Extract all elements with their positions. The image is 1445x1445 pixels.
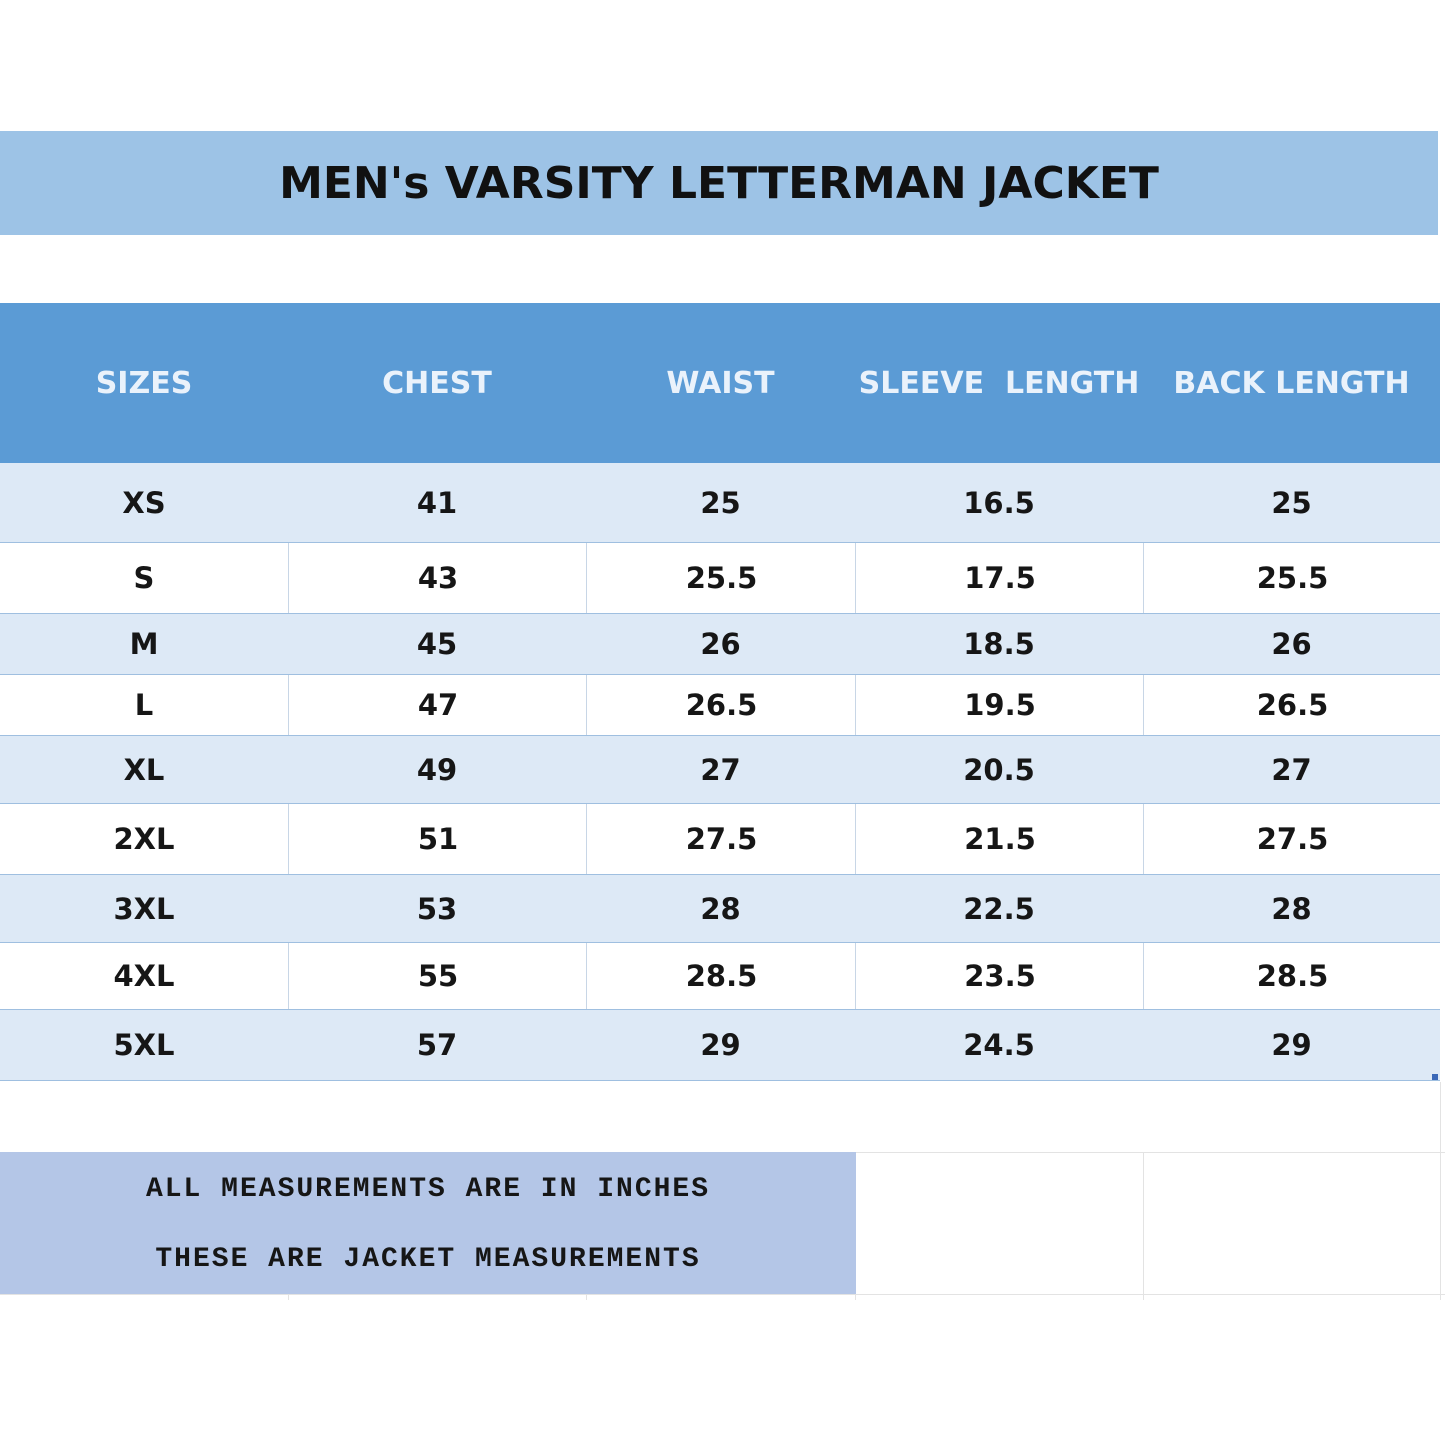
table-row xyxy=(0,614,1440,675)
table-row xyxy=(0,543,1440,614)
table-row xyxy=(0,943,1440,1010)
header-sleeve-length: SLEEVE LENGTH xyxy=(858,365,1140,401)
table-row xyxy=(0,875,1440,943)
cell-sleeve-length: 17.5 xyxy=(855,543,1144,613)
cell-size: 5XL xyxy=(113,1028,175,1062)
selection-handle xyxy=(1432,1074,1438,1080)
cell-chest: 47 xyxy=(288,675,587,735)
cell-back-length: 27 xyxy=(1271,752,1312,787)
gridline xyxy=(0,1294,1445,1295)
cell-sleeve-length: 16.5 xyxy=(963,485,1035,520)
gridline xyxy=(855,1294,856,1300)
cell-sleeve-length: 20.5 xyxy=(963,752,1035,787)
table-row xyxy=(0,463,1440,543)
cell-waist: 29 xyxy=(700,1028,741,1062)
cell-waist: 27.5 xyxy=(586,804,856,874)
gridline xyxy=(1143,1152,1144,1300)
cell-chest: 57 xyxy=(416,1028,458,1062)
cell-chest: 51 xyxy=(288,804,587,874)
cell-sleeve-length: 24.5 xyxy=(963,1028,1035,1062)
table-row xyxy=(0,675,1440,736)
header-back-length: BACK LENGTH xyxy=(1173,365,1410,401)
cell-chest: 41 xyxy=(416,485,458,520)
cell-chest: 43 xyxy=(288,543,587,613)
cell-sleeve-length: 19.5 xyxy=(855,675,1144,735)
gridline xyxy=(288,1294,289,1300)
cell-waist: 26.5 xyxy=(586,675,856,735)
cell-waist: 25 xyxy=(700,485,741,520)
cell-sleeve-length: 18.5 xyxy=(963,627,1035,661)
cell-chest: 55 xyxy=(288,943,587,1009)
cell-sleeve-length: 22.5 xyxy=(963,891,1035,926)
table-row xyxy=(0,1010,1440,1081)
cell-waist: 28.5 xyxy=(586,943,856,1009)
measurement-note xyxy=(0,1152,856,1294)
gridline xyxy=(586,1294,587,1300)
cell-waist: 26 xyxy=(700,627,741,661)
header-sizes: SIZES xyxy=(95,365,193,401)
cell-back-length: 28 xyxy=(1271,891,1312,926)
table-row xyxy=(0,736,1440,804)
table-row xyxy=(0,804,1440,875)
cell-size: 4XL xyxy=(113,959,175,993)
title-band xyxy=(0,131,1438,235)
cell-size: S xyxy=(133,561,155,595)
cell-back-length: 25 xyxy=(1271,485,1312,520)
cell-back-length: 28.5 xyxy=(1143,943,1441,1009)
cell-chest: 53 xyxy=(416,891,458,926)
cell-sleeve-length: 21.5 xyxy=(855,804,1144,874)
cell-sleeve-length: 23.5 xyxy=(855,943,1144,1009)
cell-back-length: 25.5 xyxy=(1143,543,1441,613)
cell-back-length: 26 xyxy=(1271,627,1312,661)
cell-size: XS xyxy=(122,485,166,520)
gridline xyxy=(1440,1082,1441,1300)
cell-back-length: 27.5 xyxy=(1143,804,1441,874)
cell-size: 3XL xyxy=(113,891,175,926)
note-inches: ALL MEASUREMENTS ARE IN INCHES xyxy=(145,1174,711,1205)
header-waist: WAIST xyxy=(666,365,775,401)
cell-waist: 25.5 xyxy=(586,543,856,613)
cell-waist: 27 xyxy=(700,752,741,787)
cell-waist: 28 xyxy=(700,891,741,926)
cell-size: 2XL xyxy=(113,822,175,856)
cell-size: M xyxy=(129,627,159,661)
chart-title: MEN's VARSITY LETTERMAN JACKET xyxy=(279,157,1159,209)
gridline xyxy=(856,1152,1445,1153)
note-jacket: THESE ARE JACKET MEASUREMENTS xyxy=(155,1244,701,1275)
cell-size: XL xyxy=(123,752,165,787)
cell-back-length: 26.5 xyxy=(1143,675,1441,735)
header-chest: CHEST xyxy=(382,365,492,401)
cell-chest: 49 xyxy=(416,752,458,787)
cell-size: L xyxy=(134,688,154,722)
table-header xyxy=(0,303,1440,463)
cell-back-length: 29 xyxy=(1271,1028,1312,1062)
cell-chest: 45 xyxy=(416,627,458,661)
